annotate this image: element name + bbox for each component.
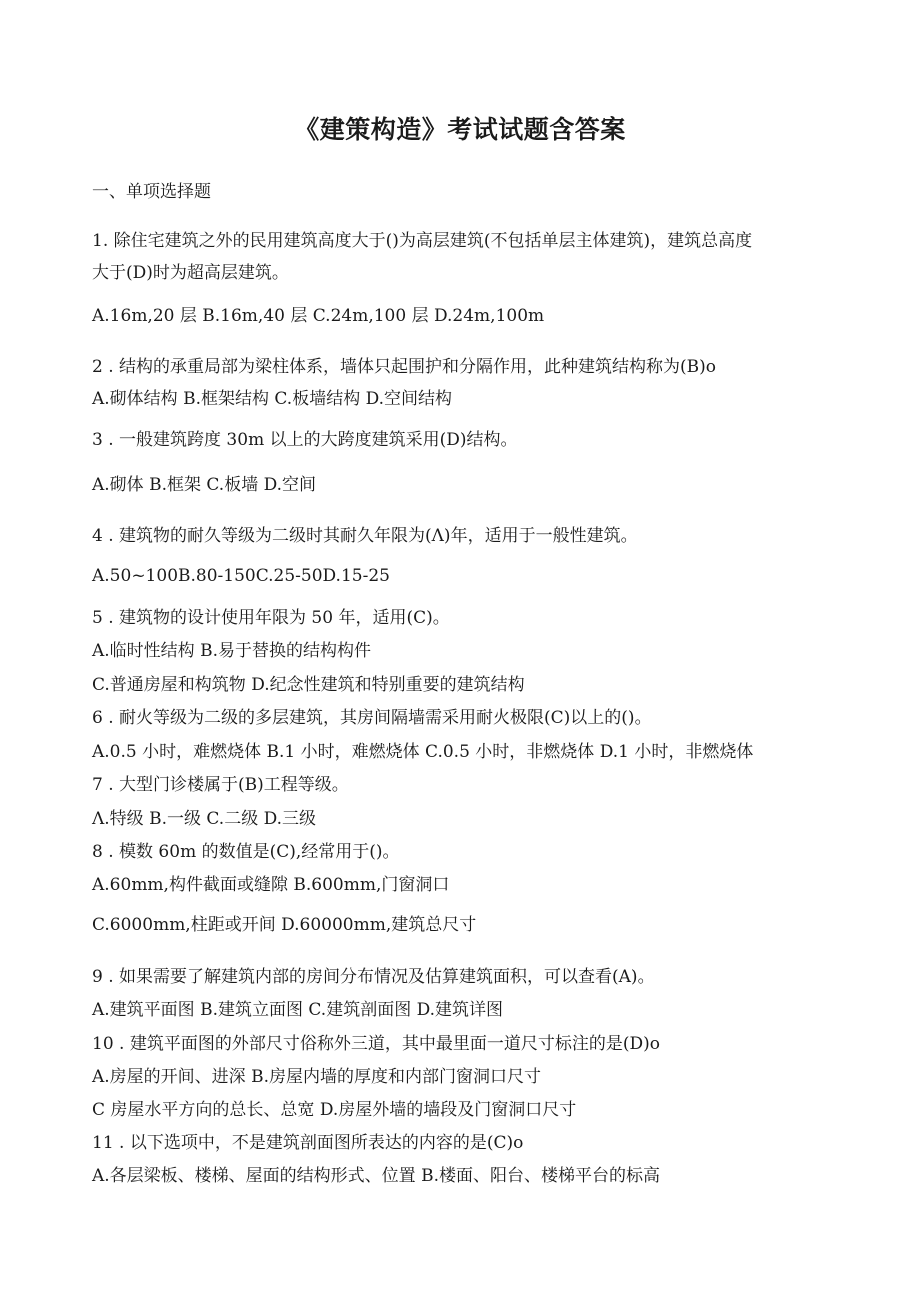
question-5-stem: 5 . 建筑物的设计使用年限为 50 年，适用(C)。 (92, 608, 450, 628)
question-3-options: A.砌体 B.框架 C.板墙 D.空间 (92, 475, 317, 495)
question-5-options-line2: C.普通房屋和构筑物 D.纪念性建筑和特别重要的建筑结构 (92, 675, 525, 695)
question-6-stem: 6 . 耐火等级为二级的多层建筑，其房间隔墙需采用耐火极限(C)以上的()。 (92, 708, 652, 728)
question-2-stem: 2 . 结构的承重局部为梁柱体系，墙体只起围护和分隔作用，此种建筑结构称为(B)o (92, 357, 717, 377)
question-9-stem: 9 . 如果需要了解建筑内部的房间分布情况及估算建筑面积，可以查看(A)。 (92, 967, 655, 987)
question-3-stem: 3 . 一般建筑跨度 30m 以上的大跨度建筑采用(D)结构。 (92, 430, 518, 450)
question-7-stem: 7 . 大型门诊楼属于(B)工程等级。 (92, 775, 349, 795)
section-heading: 一、单项选择题 (92, 182, 211, 202)
question-10-options-line2: C 房屋水平方向的总长、总宽 D.房屋外墙的墙段及门窗洞口尺寸 (92, 1100, 577, 1120)
question-10-stem: 10 . 建筑平面图的外部尺寸俗称外三道，其中最里面一道尺寸标注的是(D)o (92, 1034, 660, 1054)
question-4-options: A.50~100B.80-150C.25-50D.15-25 (92, 566, 390, 586)
question-8-options-line1: A.60mm,构件截面或缝隙 B.600mm,门窗洞口 (92, 875, 450, 895)
question-8-options-line2: C.6000mm,柱距或开间 D.60000mm,建筑总尺寸 (92, 915, 477, 935)
question-7-options: Λ.特级 B.一级 C.二级 D.三级 (92, 809, 317, 829)
question-1-options: A.16m,20 层 B.16m,40 层 C.24m,100 层 D.24m,100m (92, 306, 545, 326)
question-1-stem-line1: 1. 除住宅建筑之外的民用建筑高度大于()为高层建筑(不包括单层主体建筑)，建筑总高度 (92, 231, 753, 251)
question-4-stem: 4 . 建筑物的耐久等级为二级时其耐久年限为(Λ)年，适用于一般性建筑。 (92, 526, 638, 546)
question-6-options: A.0.5 小时，难燃烧体 B.1 小时，难燃烧体 C.0.5 小时，非燃烧体 D.1 小时，非燃烧体 (92, 742, 754, 762)
question-9-options: A.建筑平面图 B.建筑立面图 C.建筑剖面图 D.建筑详图 (92, 1000, 504, 1020)
question-11-stem: 11 . 以下选项中，不是建筑剖面图所表达的内容的是(C)o (92, 1133, 524, 1153)
question-5-options-line1: A.临时性结构 B.易于替换的结构构件 (92, 641, 371, 661)
question-8-stem: 8 . 模数 60m 的数值是(C),经常用于()。 (92, 842, 400, 862)
question-10-options-line1: A.房屋的开间、进深 B.房屋内墙的厚度和内部门窗洞口尺寸 (92, 1067, 541, 1087)
page-title: 《建策构造》考试试题含答案 (294, 115, 626, 144)
question-2-options: A.砌体结构 B.框架结构 C.板墙结构 D.空间结构 (92, 389, 453, 409)
question-11-options: A.各层梁板、楼梯、屋面的结构形式、位置 B.楼面、阳台、楼梯平台的标高 (92, 1166, 660, 1186)
question-1-stem-line2: 大于(D)时为超高层建筑。 (92, 263, 289, 283)
